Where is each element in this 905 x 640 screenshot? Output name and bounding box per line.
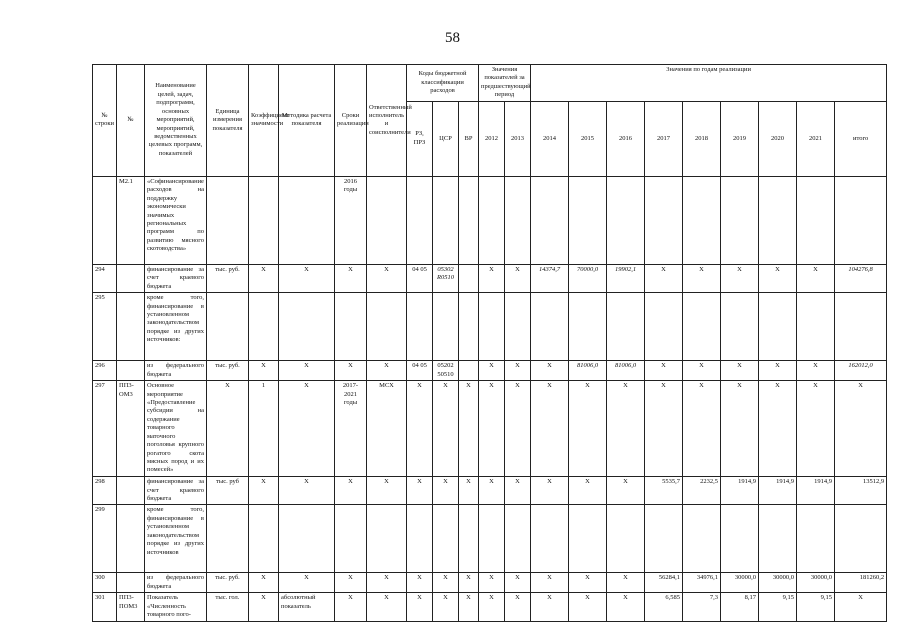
cell-name: Основное мероприятие «Предоставление субсидии на содержание товарного маточного поголовья крупного рогатого скота мясных пород и их помесей» [145,381,207,477]
cell-row-number: 294 [93,264,117,292]
cell-unit [207,293,249,361]
cell-2015 [569,293,607,361]
cell-2012 [479,176,505,264]
header-year-2019: 2019 [721,101,759,176]
table-body [93,176,887,621]
cell-executor [367,293,407,361]
cell-vr [459,264,479,292]
cell-2020: 9,15 [759,593,797,621]
cell-unit: тыс. гол. [207,593,249,621]
cell-row-number: 298 [93,477,117,505]
cell-2014: Х [531,593,569,621]
cell-method: Х [279,381,335,477]
cell-2018 [683,505,721,573]
cell-coefficient: 1 [249,381,279,477]
cell-2013 [505,293,531,361]
table-row [93,505,887,573]
cell-2016 [607,505,645,573]
table-row [93,176,887,264]
header-year-2020: 2020 [759,101,797,176]
cell-total [835,176,887,264]
cell-2016: Х [607,573,645,593]
header-method: Методика расчета показателя [279,65,335,177]
header-years: Значения по годам реализации [531,65,887,102]
cell-2015: 70000,0 [569,264,607,292]
cell-method [279,505,335,573]
cell-method: Х [279,573,335,593]
cell-name: финансирование за счет краевого бюджета [145,477,207,505]
cell-2018: 34976,1 [683,573,721,593]
cell-coefficient [249,505,279,573]
cell-2020: Х [759,381,797,477]
cell-code [117,505,145,573]
cell-2017: 56284,1 [645,573,683,593]
cell-method: Х [279,361,335,381]
cell-2017: Х [645,381,683,477]
cell-row-number: 299 [93,505,117,573]
header-year-2018: 2018 [683,101,721,176]
cell-code [117,477,145,505]
cell-unit: тыс. руб. [207,264,249,292]
cell-2015 [569,505,607,573]
cell-2013: Х [505,573,531,593]
cell-vr [459,505,479,573]
header-budget-codes: Коды бюджетной классификации расходов [407,65,479,102]
cell-unit: тыс. руб. [207,361,249,381]
cell-coefficient [249,176,279,264]
cell-vr [459,361,479,381]
cell-executor: Х [367,477,407,505]
cell-2019: Х [721,361,759,381]
cell-term: Х [335,361,367,381]
header-coefficient: Коэффициент значимости [249,65,279,177]
cell-executor: Х [367,573,407,593]
cell-2012 [479,293,505,361]
cell-2020 [759,176,797,264]
cell-2012: Х [479,381,505,477]
cell-2014 [531,176,569,264]
cell-2017 [645,505,683,573]
cell-csr: Х [433,381,459,477]
header-total: итого [835,101,887,176]
cell-coefficient: Х [249,573,279,593]
cell-2015: Х [569,573,607,593]
cell-2015: Х [569,381,607,477]
cell-2021: Х [797,264,835,292]
cell-rz [407,176,433,264]
page-number: 58 [445,30,460,46]
cell-2014: Х [531,477,569,505]
cell-term: Х [335,477,367,505]
cell-code: ПП3-ОМ3 [117,381,145,477]
cell-row-number: 301 [93,593,117,621]
cell-2016: Х [607,477,645,505]
cell-2019 [721,505,759,573]
cell-method [279,176,335,264]
cell-2021: 1914,9 [797,477,835,505]
cell-2020: 1914,9 [759,477,797,505]
cell-2019: 8,17 [721,593,759,621]
cell-vr [459,176,479,264]
cell-unit: тыс. руб [207,477,249,505]
cell-term: Х [335,264,367,292]
cell-row-number: 295 [93,293,117,361]
cell-executor [367,176,407,264]
cell-2015 [569,176,607,264]
cell-method [279,293,335,361]
cell-rz: Х [407,573,433,593]
header-year-2016: 2016 [607,101,645,176]
cell-method: абсолютный показатель [279,593,335,621]
cell-term: 2016 годы [335,176,367,264]
cell-csr [433,505,459,573]
table-row [93,361,887,381]
header-rz: РЗ, ПРЗ [407,101,433,176]
cell-2013: Х [505,477,531,505]
cell-method: Х [279,264,335,292]
cell-coefficient: Х [249,361,279,381]
cell-2019: Х [721,381,759,477]
cell-csr: 05202 50510 [433,361,459,381]
cell-2013: Х [505,593,531,621]
cell-method: Х [279,477,335,505]
cell-total: 162012,0 [835,361,887,381]
cell-2012: Х [479,593,505,621]
cell-row-number [93,176,117,264]
cell-executor: МСХ [367,381,407,477]
cell-2017: Х [645,361,683,381]
cell-2017: 5535,7 [645,477,683,505]
cell-2015: 81006,0 [569,361,607,381]
cell-2012: Х [479,573,505,593]
cell-term: 2017-2021 годы [335,381,367,477]
cell-csr [433,176,459,264]
cell-name: из федерального бюджета [145,573,207,593]
cell-2018: Х [683,264,721,292]
cell-executor: Х [367,264,407,292]
header-terms: Сроки реализации [335,65,367,177]
cell-2017: 6,585 [645,593,683,621]
header-csr: ЦСР [433,101,459,176]
cell-name: из федерального бюджета [145,361,207,381]
header-year-2012: 2012 [479,101,505,176]
cell-term: Х [335,593,367,621]
cell-2018 [683,176,721,264]
cell-total [835,293,887,361]
cell-2018: 7,3 [683,593,721,621]
cell-total: Х [835,593,887,621]
table-row [93,381,887,477]
cell-unit [207,176,249,264]
cell-2017 [645,176,683,264]
cell-2013 [505,505,531,573]
cell-coefficient: Х [249,477,279,505]
cell-rz: Х [407,381,433,477]
cell-total: Х [835,381,887,477]
cell-2018: 2232,5 [683,477,721,505]
cell-code [117,293,145,361]
table-row [93,593,887,621]
cell-2014: Х [531,361,569,381]
cell-2017 [645,293,683,361]
cell-term [335,293,367,361]
cell-unit: Х [207,381,249,477]
cell-code [117,264,145,292]
header-year-2021: 2021 [797,101,835,176]
cell-total: 181260,2 [835,573,887,593]
cell-code [117,361,145,381]
cell-row-number: 296 [93,361,117,381]
header-unit: Единица измерения показателя [207,65,249,177]
cell-2013: Х [505,381,531,477]
cell-csr: Х [433,573,459,593]
cell-executor [367,505,407,573]
cell-row-number: 300 [93,573,117,593]
program-table [92,64,887,622]
cell-row-number: 297 [93,381,117,477]
cell-2019 [721,293,759,361]
cell-2014: Х [531,573,569,593]
cell-vr: Х [459,381,479,477]
cell-coefficient: Х [249,593,279,621]
cell-name: Показатель «Численность товарного пого- [145,593,207,621]
cell-2020: Х [759,361,797,381]
cell-rz: Х [407,477,433,505]
cell-total: 13512,9 [835,477,887,505]
cell-rz: Х [407,593,433,621]
cell-2016: Х [607,381,645,477]
cell-unit [207,505,249,573]
cell-2014 [531,293,569,361]
cell-2013: Х [505,264,531,292]
cell-2019: 30000,0 [721,573,759,593]
cell-code: ПП3-ПОМ3 [117,593,145,621]
header-code: № [117,65,145,177]
header-year-2017: 2017 [645,101,683,176]
cell-2017: Х [645,264,683,292]
cell-2016: Х [607,593,645,621]
cell-2016: 19902,1 [607,264,645,292]
cell-2013 [505,176,531,264]
cell-code [117,573,145,593]
cell-2019: 1914,9 [721,477,759,505]
header-name: Наименование целей, задач, подпрограмм, основных мероприятий, мероприятий, ведомственных целевых программ, показателей [145,65,207,177]
cell-term [335,505,367,573]
cell-name: кроме того, финансирование в установленном законодательством порядке из других источников: [145,293,207,361]
cell-2021: Х [797,381,835,477]
table-row [93,477,887,505]
cell-csr: 05302 R0510 [433,264,459,292]
cell-rz: 04 05 [407,361,433,381]
cell-2020 [759,293,797,361]
cell-2012: Х [479,361,505,381]
cell-2014: Х [531,381,569,477]
cell-coefficient: Х [249,264,279,292]
cell-vr: Х [459,593,479,621]
cell-2021 [797,293,835,361]
cell-2016 [607,293,645,361]
cell-2012: Х [479,477,505,505]
table-row [93,264,887,292]
cell-2018: Х [683,361,721,381]
cell-total [835,505,887,573]
cell-executor: Х [367,593,407,621]
cell-unit: тыс. руб. [207,573,249,593]
cell-2020: Х [759,264,797,292]
cell-vr [459,293,479,361]
cell-2021: 9,15 [797,593,835,621]
cell-2014: 14374,7 [531,264,569,292]
cell-csr: Х [433,477,459,505]
header-year-2015: 2015 [569,101,607,176]
cell-total: 104276,8 [835,264,887,292]
cell-rz [407,505,433,573]
cell-2013: Х [505,361,531,381]
cell-rz: 04 05 [407,264,433,292]
cell-vr: Х [459,477,479,505]
header-previous-period: Значения показателей за предшествующий период [479,65,531,102]
cell-2020 [759,505,797,573]
cell-2015: Х [569,477,607,505]
cell-2016 [607,176,645,264]
cell-csr [433,293,459,361]
cell-term: Х [335,573,367,593]
header-vr: ВР [459,101,479,176]
cell-2020: 30000,0 [759,573,797,593]
cell-name: финансирование за счет краевого бюджета [145,264,207,292]
cell-name: «Софинансирование расходов на поддержку экономически значимых региональных программ по развитию мясного скотоводства» [145,176,207,264]
cell-2016: 81006,0 [607,361,645,381]
cell-coefficient [249,293,279,361]
cell-executor: Х [367,361,407,381]
cell-2021: 30000,0 [797,573,835,593]
header-row-number: № строки [93,65,117,177]
cell-code: М2.1 [117,176,145,264]
cell-2021 [797,505,835,573]
cell-2012: Х [479,264,505,292]
cell-name: кроме того, финансирование в установленном законодательством порядке из других источников [145,505,207,573]
table-header [93,65,887,177]
cell-vr: Х [459,573,479,593]
cell-2014 [531,505,569,573]
cell-2019: Х [721,264,759,292]
cell-2018: Х [683,381,721,477]
cell-2021: Х [797,361,835,381]
table-row [93,293,887,361]
cell-2012 [479,505,505,573]
header-year-2014: 2014 [531,101,569,176]
table-row [93,573,887,593]
cell-2015: Х [569,593,607,621]
cell-2018 [683,293,721,361]
cell-rz [407,293,433,361]
header-year-2013: 2013 [505,101,531,176]
cell-csr: Х [433,593,459,621]
cell-2019 [721,176,759,264]
header-executor: Ответственный исполнитель и соисполнители [367,65,407,177]
cell-2021 [797,176,835,264]
